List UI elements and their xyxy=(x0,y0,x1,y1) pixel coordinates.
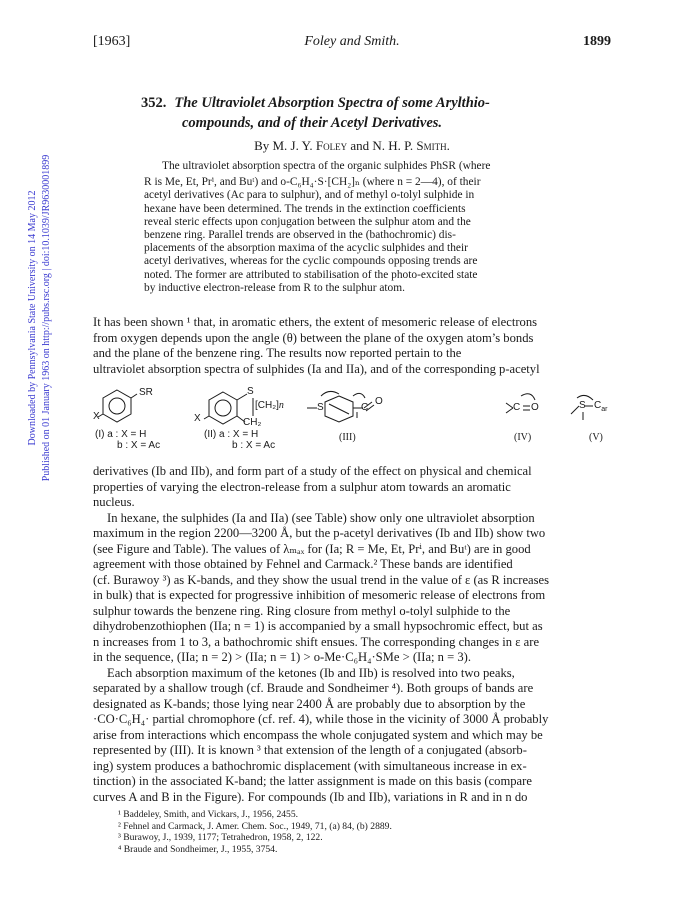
abstract-line: hexane have been determined. The trends in the extinction coefficients xyxy=(144,202,466,215)
structure-2-caption: (II) a : X = H xyxy=(204,429,259,440)
intro-paragraph xyxy=(93,315,611,377)
page-number: 1899 xyxy=(583,34,611,49)
structure-3-carbon: C xyxy=(361,402,369,413)
abstract-line: The ultraviolet absorption spectra of the organic sulphides PhSR (where xyxy=(162,160,491,172)
header-authors: Foley and Smith. xyxy=(304,34,400,49)
text-line: sulphur towards the benzene ring. Ring closure from methyl o-tolyl sulphide to the xyxy=(93,603,511,618)
structure-4-oxygen: O xyxy=(531,402,539,413)
abstract-line: R is Me, Et, Prⁱ, and Buᵗ) and o-C₆H₄·S·[CH₂]ₙ (where n = 2—4), of their xyxy=(144,176,481,189)
structure-2-ring xyxy=(255,400,284,411)
structure-3-oxygen: O xyxy=(375,396,383,407)
structure-3-caption: (III) xyxy=(339,432,356,443)
footnotes xyxy=(118,809,578,855)
text-line: designated as K-bands; those lying near 2400 Å are probably due to absorption by the xyxy=(93,696,526,711)
text-line: in the sequence, (IIa; n = 2) > (IIa; n = 1) > o-Me·C₆H₄·SMe > (IIa; n = 3). xyxy=(93,650,472,664)
text-line: in bulk) that is expected for progressive inhibition of mesomeric release of electrons from xyxy=(93,588,546,602)
text-line: ·CO·C₆H₄· partial chromophore (cf. ref. 4), while those in the vicinity of 3000 Å probably xyxy=(93,712,549,726)
structure-3-sulphur: S xyxy=(317,402,324,413)
text-line: and the plane of the benzene ring. The results now reported pertain to the xyxy=(93,346,462,360)
text-line: separated by a shallow trough (cf. Braude and Sondheimer ⁴). Both groups of bands are xyxy=(93,681,534,695)
structure-2-ch2: CH₂ xyxy=(243,417,262,428)
text-line: In hexane, the sulphides (Ia and IIa) (see Table) show only one ultraviolet absorption xyxy=(107,510,535,525)
text-line: derivatives (Ib and IIb), and form part of a study of the effect on physical and chemical xyxy=(93,464,532,478)
structure-1-x: X xyxy=(93,411,100,422)
structure-figures xyxy=(93,386,611,462)
structure-5-c: C xyxy=(594,400,602,411)
structure-5-sulphur: S xyxy=(579,400,586,411)
footnote: ² Fehnel and Carmack, J. Amer. Chem. Soc., 1949, 71, (a) 84, (b) 2889. xyxy=(118,820,392,832)
author-2: N. H. P. Smith. xyxy=(372,138,450,153)
structure-2-sulphur: S xyxy=(247,386,254,397)
text-line: ing) system produces a bathochromic displacement (with simultaneous increase in ex- xyxy=(93,758,527,773)
article-number: 352. xyxy=(141,95,167,111)
author-line xyxy=(93,138,611,154)
header-year: [1963] xyxy=(93,34,131,49)
structure-2-caption-b: b : X = Ac xyxy=(232,440,276,451)
abstract-line: benzene ring. Parallel trends are observed in the (bathochromic) dis- xyxy=(144,229,456,242)
abstract-line: by inductive electron-release from R to the sulphur atom. xyxy=(144,281,405,294)
text-line: nucleus. xyxy=(93,495,135,509)
structure-1-caption: (I) a : X = H xyxy=(95,429,147,440)
author-and: and xyxy=(347,138,373,153)
abstract xyxy=(144,160,586,295)
structure-1-caption-b: b : X = Ac xyxy=(117,440,161,451)
structure-4-carbon: C xyxy=(513,402,521,413)
structure-4-caption: (IV) xyxy=(514,432,532,443)
text-line: (see Figure and Table). The values of λₘₐₓ for (Ia; R = Me, Et, Prⁱ, and Buᵗ) are in good xyxy=(93,541,531,556)
structure-2-ring-text: [CH₂] xyxy=(255,400,279,411)
text-line: arise from interactions which encompass the whole conjugated system and which may be xyxy=(93,727,543,742)
text-line: n increases from 1 to 3, a bathochromic shift ensues. The corresponding changes in ε are xyxy=(93,634,540,649)
abstract-line: placements of the absorption maxima of the acyclic sulphides and their xyxy=(144,242,468,255)
footnote: ¹ Baddeley, Smith, and Vickars, J., 1956, 2455. xyxy=(118,809,299,820)
article-title xyxy=(141,93,571,133)
text-line: represented by (III). It is known ³ that extension of the length of a conjugated (absorb- xyxy=(93,743,527,757)
footnote: ³ Burawoy, J., 1939, 1177; Tetrahedron, 1958, 2, 122. xyxy=(118,832,323,843)
structure-2-x: X xyxy=(194,413,201,424)
text-line: (cf. Burawoy ³) as K-bands, and they show the usual trend in the value of ε (as R increases xyxy=(93,572,550,587)
structure-5-aryl-carbon xyxy=(594,400,607,415)
text-line: maximum in the region 2200—3200 Å, but the p-acetyl derivatives (Ib and IIb) show two xyxy=(93,526,546,540)
watermark-line-1: Downloaded by Pennsylvania State University on 14 May 2012 xyxy=(27,190,38,446)
structure-2-n: n xyxy=(278,400,284,411)
author-prefix: By xyxy=(254,138,273,153)
structure-5-ar: ar xyxy=(601,406,608,413)
author-1: M. J. Y. Foley xyxy=(272,138,348,153)
text-line: dihydrobenzothiophen (IIa; n = 1) is accompanied by a small hypsochromic effect, but as xyxy=(93,619,543,633)
structure-1-substituent: SR xyxy=(139,387,153,398)
download-watermark xyxy=(26,58,70,578)
text-line: from oxygen depends upon the angle (θ) between the plane of the oxygen atom’s bonds xyxy=(93,330,534,345)
text-line: agreement with those obtained by Fehnel and Carmack.² These bands are identified xyxy=(93,557,513,571)
text-line: properties of varying the electron-release from a sulphur atom towards an aromatic xyxy=(93,479,511,494)
main-text xyxy=(93,464,611,805)
text-line: ultraviolet absorption spectra of sulphides (Ia and IIa), and of the corresponding p-acetyl xyxy=(93,361,540,376)
text-line: Each absorption maximum of the ketones (Ib and IIb) is resolved into two peaks, xyxy=(107,665,515,680)
abstract-line: acetyl derivatives (Ac para to sulphur), and of methyl o-tolyl sulphide in xyxy=(144,189,475,202)
watermark-line-2: Published on 01 January 1963 on http://pubs.rsc.org | doi:10.1039/JR9630001899 xyxy=(41,154,52,482)
text-line: It has been shown ¹ that, in aromatic ethers, the extent of mesomeric release of electrons xyxy=(93,315,538,329)
abstract-line: acetyl derivatives, whereas for the cyclic compounds opposing trends are xyxy=(144,255,478,268)
benzene-ring-icon xyxy=(98,390,137,422)
text-line: tinction) in the associated K-band; the latter assignment is made on this basis (compare xyxy=(93,774,532,788)
title-line-1: The Ultraviolet Absorption Spectra of some Arylthio- xyxy=(174,95,490,111)
abstract-line: noted. The former are attributed to stabilisation of the photo-excited state xyxy=(144,268,478,281)
structure-5-caption: (V) xyxy=(589,432,603,443)
structure-drawings xyxy=(93,386,611,462)
text-line: curves A and B in the Figure). For compounds (Ib and IIb), variations in R and in n do xyxy=(93,789,528,804)
title-line-2: compounds, and of their Acetyl Derivatives. xyxy=(182,115,443,131)
abstract-line: reveal steric effects upon conjugation between the sulphur atom and the xyxy=(144,215,471,228)
running-header xyxy=(93,34,611,54)
footnote: ⁴ Braude and Sondheimer, J., 1955, 3754. xyxy=(118,843,278,855)
